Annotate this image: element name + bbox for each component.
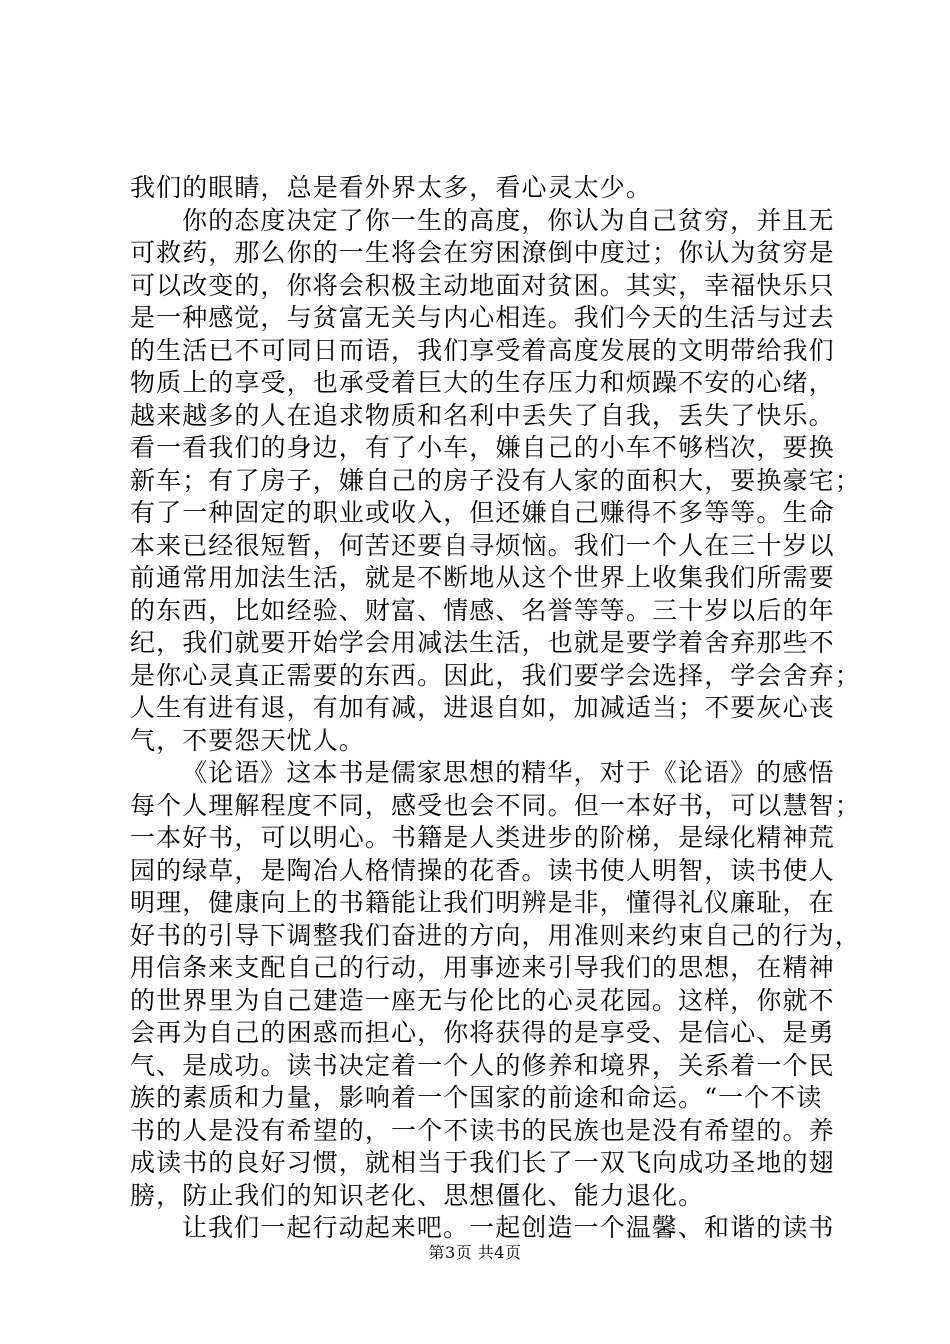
text-line: 前通常用加法生活，就是不断地从这个世界上收集我们所需要 [130,563,835,592]
text-line: 园的绿草，是陶冶人格情操的花香。读书使人明智，读书使人 [130,855,835,885]
text-line: 看一看我们的身边，有了小车，嫌自己的小车不够档次，要换 [130,433,835,462]
text-line-paragraph-start: 让我们一起行动起来吧。一起创造一个温馨、和谐的读书 [182,1213,835,1242]
text-line: 的世界里为自己建造一座无与伦比的心灵花园。这样，你就不 [130,985,835,1015]
text-line: 我们的眼睛，总是看外界太多，看心灵太少。 [130,173,653,202]
text-line: 气，不要怨天忧人。 [130,725,365,755]
text-line: 新车；有了房子，嫌自己的房子没有人家的面积大，要换豪宅； [130,465,861,495]
text-line: 膀，防止我们的知识老化、思想僵化、能力退化。 [130,1180,705,1210]
text-line: 可救药，那么你的一生将会在穷困潦倒中度过；你认为贫穷是 [130,238,835,267]
page-number: 第3页 共4页 [428,1243,522,1262]
text-line: 会再为自己的困惑而担心，你将获得的是享受、是信心、是勇 [130,1018,835,1047]
text-line: 是你心灵真正需要的东西。因此，我们要学会选择，学会舍弃； [130,660,861,690]
text-line: 物质上的享受，也承受着巨大的生存压力和烦躁不安的心绪， [130,368,835,397]
text-line: 是一种感觉，与贫富无关与内心相连。我们今天的生活与过去 [130,303,835,332]
text-line: 本来已经很短暂，何苦还要自寻烦恼。我们一个人在三十岁以 [130,530,835,560]
document-body [130,172,861,1245]
text-line: 每个人理解程度不同，感受也会不同。但一本好书，可以慧智； [130,790,861,820]
text-line: 成读书的良好习惯，就相当于我们长了一双飞向成功圣地的翅 [130,1148,835,1177]
text-line-paragraph-start: 你的态度决定了你一生的高度，你认为自己贫穷，并且无 [182,205,835,235]
text-line: 书的人是没有希望的，一个不读书的民族也是没有希望的。养 [130,1115,835,1145]
text-line: 可以改变的，你将会积极主动地面对贫困。其实，幸福快乐只 [130,270,835,300]
text-line: 好书的引导下调整我们奋进的方向，用准则来约束自己的行为， [130,920,861,950]
text-line: 纪，我们就要开始学会用减法生活，也就是要学着舍弃那些不 [130,628,835,657]
text-line: 有了一种固定的职业或收入，但还嫌自己赚得不多等等。生命 [130,498,835,527]
text-line: 的东西，比如经验、财富、情感、名誉等等。三十岁以后的年 [130,595,835,625]
text-line: 族的素质和力量，影响着一个国家的前途和命运。“一个不读 [130,1083,823,1112]
text-line: 一本好书，可以明心。书籍是人类进步的阶梯，是绿化精神荒 [130,823,835,852]
text-line: 人生有进有退，有加有减，进退自如，加减适当；不要灰心丧 [130,693,835,722]
text-line: 用信条来支配自己的行动，用事迹来引导我们的思想，在精神 [130,953,835,982]
text-line-paragraph-start: 《论语》这本书是儒家思想的精华，对于《论语》的感悟 [182,758,835,787]
text-line: 越来越多的人在追求物质和名利中丢失了自我，丢失了快乐。 [130,400,835,430]
text-line: 气、是成功。读书决定着一个人的修养和境界，关系着一个民 [130,1050,835,1080]
page-footer [0,1240,950,1263]
text-line: 的生活已不可同日而语，我们享受着高度发展的文明带给我们 [130,335,835,365]
text-line: 明理，健康向上的书籍能让我们明辨是非，懂得礼仪廉耻，在 [130,888,835,917]
